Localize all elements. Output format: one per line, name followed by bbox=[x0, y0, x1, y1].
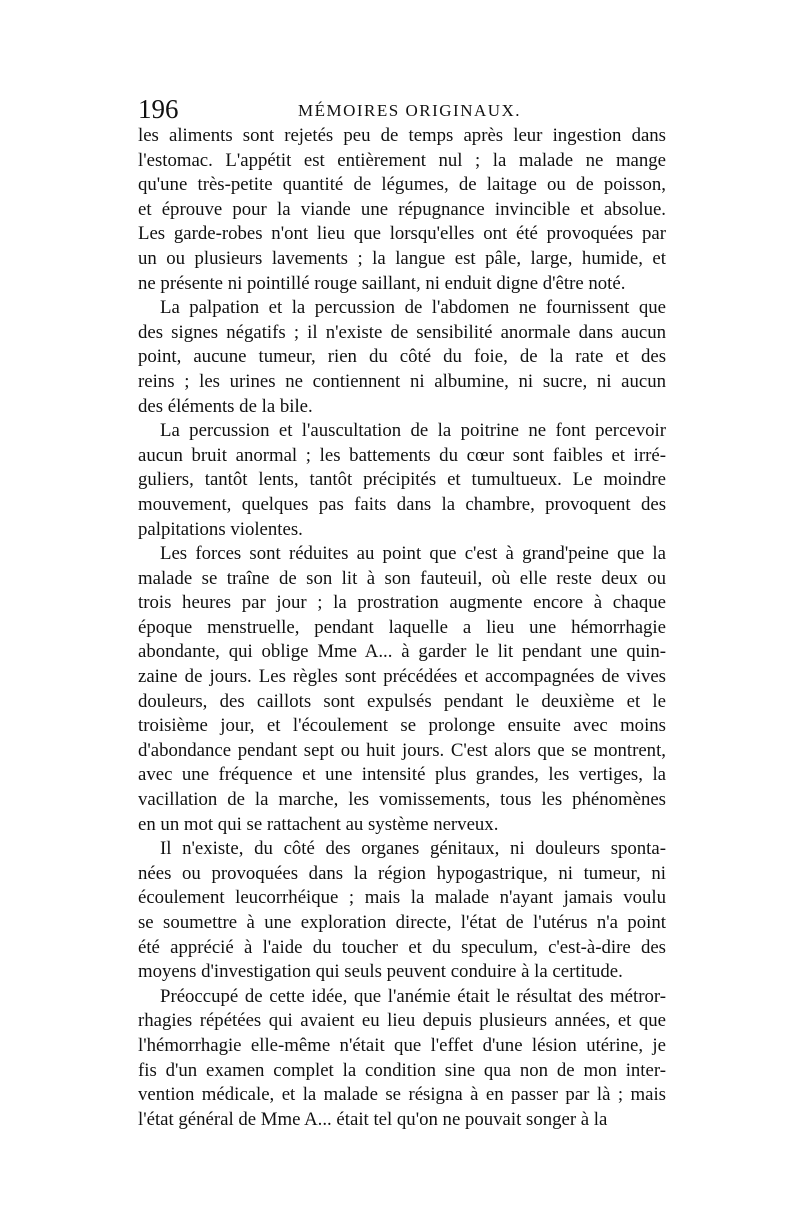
text-line: guliers, tantôt lents, tantôt précipités et tumultueux. Le moindre bbox=[138, 469, 666, 491]
text-line: l'hémorrhagie elle-même n'était que l'effet d'une lésion utérine, je bbox=[138, 1034, 666, 1056]
text-line: vacillation de la marche, les vomissements, tous les phénomènes bbox=[138, 789, 666, 811]
text-line: se soumettre à une exploration directe, l'état de l'utérus n'a point bbox=[138, 912, 666, 933]
text-line: écoulement leucorrhéique ; mais la malade n'ayant jamais voulu bbox=[138, 887, 666, 909]
text-line: et éprouve pour la viande une répugnance invincible et absolue. bbox=[138, 198, 666, 220]
text-line: rhagies répétées qui avaient eu lieu depuis plusieurs années, et que bbox=[138, 1010, 666, 1032]
paragraph bbox=[138, 419, 666, 542]
text-line: nées ou provoquées dans la région hypogastrique, ni tumeur, ni bbox=[138, 862, 666, 884]
paragraph bbox=[138, 296, 666, 419]
text-line: Il n'existe, du côté des organes génitaux, ni douleurs sponta- bbox=[160, 838, 666, 860]
text-line: La palpation et la percussion de l'abdomen ne fournissent que bbox=[160, 297, 666, 319]
paragraph bbox=[138, 542, 666, 837]
text-line: troisième jour, et l'écoulement se prolonge ensuite avec moins bbox=[138, 715, 666, 737]
text-line: époque menstruelle, pendant laquelle a lieu une hémorrhagie bbox=[138, 616, 666, 638]
page-header bbox=[138, 92, 666, 126]
text-line: l'état général de Mme A... était tel qu'on ne pouvait songer à la bbox=[138, 1108, 608, 1130]
paragraph bbox=[138, 985, 666, 1133]
text-line: fis d'un examen complet la condition sine qua non de mon inter- bbox=[138, 1059, 666, 1081]
text-line: malade se traîne de son lit à son fauteuil, où elle reste deux ou bbox=[138, 567, 666, 589]
text-line: point, aucune tumeur, rien du côté du foie, de la rate et des bbox=[138, 346, 666, 368]
text-line: des signes négatifs ; il n'existe de sensibilité anormale dans aucun bbox=[138, 321, 666, 343]
text-line: des éléments de la bile. bbox=[138, 395, 313, 417]
text-line: Les forces sont réduites au point que c'est à grand'peine que la bbox=[160, 543, 666, 565]
text-line: zaine de jours. Les règles sont précédées et accompagnées de vives bbox=[138, 666, 666, 688]
text-line: Préoccupé de cette idée, que l'anémie était le résultat des métror- bbox=[160, 985, 666, 1007]
text-line: en un mot qui se rattachent au système nerveux. bbox=[138, 813, 499, 835]
page-number: 196 bbox=[138, 94, 179, 124]
text-line: les aliments sont rejetés peu de temps après leur ingestion dans bbox=[138, 125, 666, 146]
text-line: d'abondance pendant sept ou huit jours. C'est alors que se montrent, bbox=[138, 739, 666, 761]
text-line: été apprécié à l'aide du toucher et du speculum, c'est-à-dire des bbox=[138, 936, 666, 958]
text-line: aucun bruit anormal ; les battements du cœur sont faibles et irré- bbox=[138, 444, 666, 466]
text-line: mouvement, quelques pas faits dans la chambre, provoquent des bbox=[138, 493, 666, 515]
text-line: l'estomac. L'appétit est entièrement nul ; la malade ne mange bbox=[138, 149, 666, 171]
text-line: douleurs, des caillots sont expulsés pendant le deuxième et le bbox=[138, 690, 666, 712]
text-line: La percussion et l'auscultation de la poitrine ne font percevoir bbox=[160, 420, 666, 442]
text-line: ne présente ni pointillé rouge saillant, ni enduit digne d'être noté. bbox=[138, 272, 626, 294]
text-line: abondante, qui oblige Mme A... à garder le lit pendant une quin- bbox=[138, 641, 666, 663]
paragraph bbox=[138, 837, 666, 985]
text-line: avec une fréquence et une intensité plus grandes, les vertiges, la bbox=[138, 764, 666, 786]
text-line: palpitations violentes. bbox=[138, 518, 303, 540]
body-text bbox=[138, 124, 666, 1132]
text-line: un ou plusieurs lavements ; la langue est pâle, large, humide, et bbox=[138, 247, 666, 269]
text-line: reins ; les urines ne contiennent ni albumine, ni sucre, ni aucun bbox=[138, 370, 666, 392]
paragraph bbox=[138, 124, 666, 296]
text-line: qu'une très-petite quantité de légumes, de laitage ou de poisson, bbox=[138, 174, 666, 196]
text-line: vention médicale, et la malade se résigna à en passer par là ; mais bbox=[138, 1084, 666, 1106]
running-head: MÉMOIRES ORIGINAUX. bbox=[298, 101, 522, 120]
text-line: Les garde-robes n'ont lieu que lorsqu'elles ont été provoquées par bbox=[138, 223, 666, 245]
text-line: trois heures par jour ; la prostration augmente encore à chaque bbox=[138, 592, 666, 614]
text-line: moyens d'investigation qui seuls peuvent conduire à la certitude. bbox=[138, 961, 623, 983]
